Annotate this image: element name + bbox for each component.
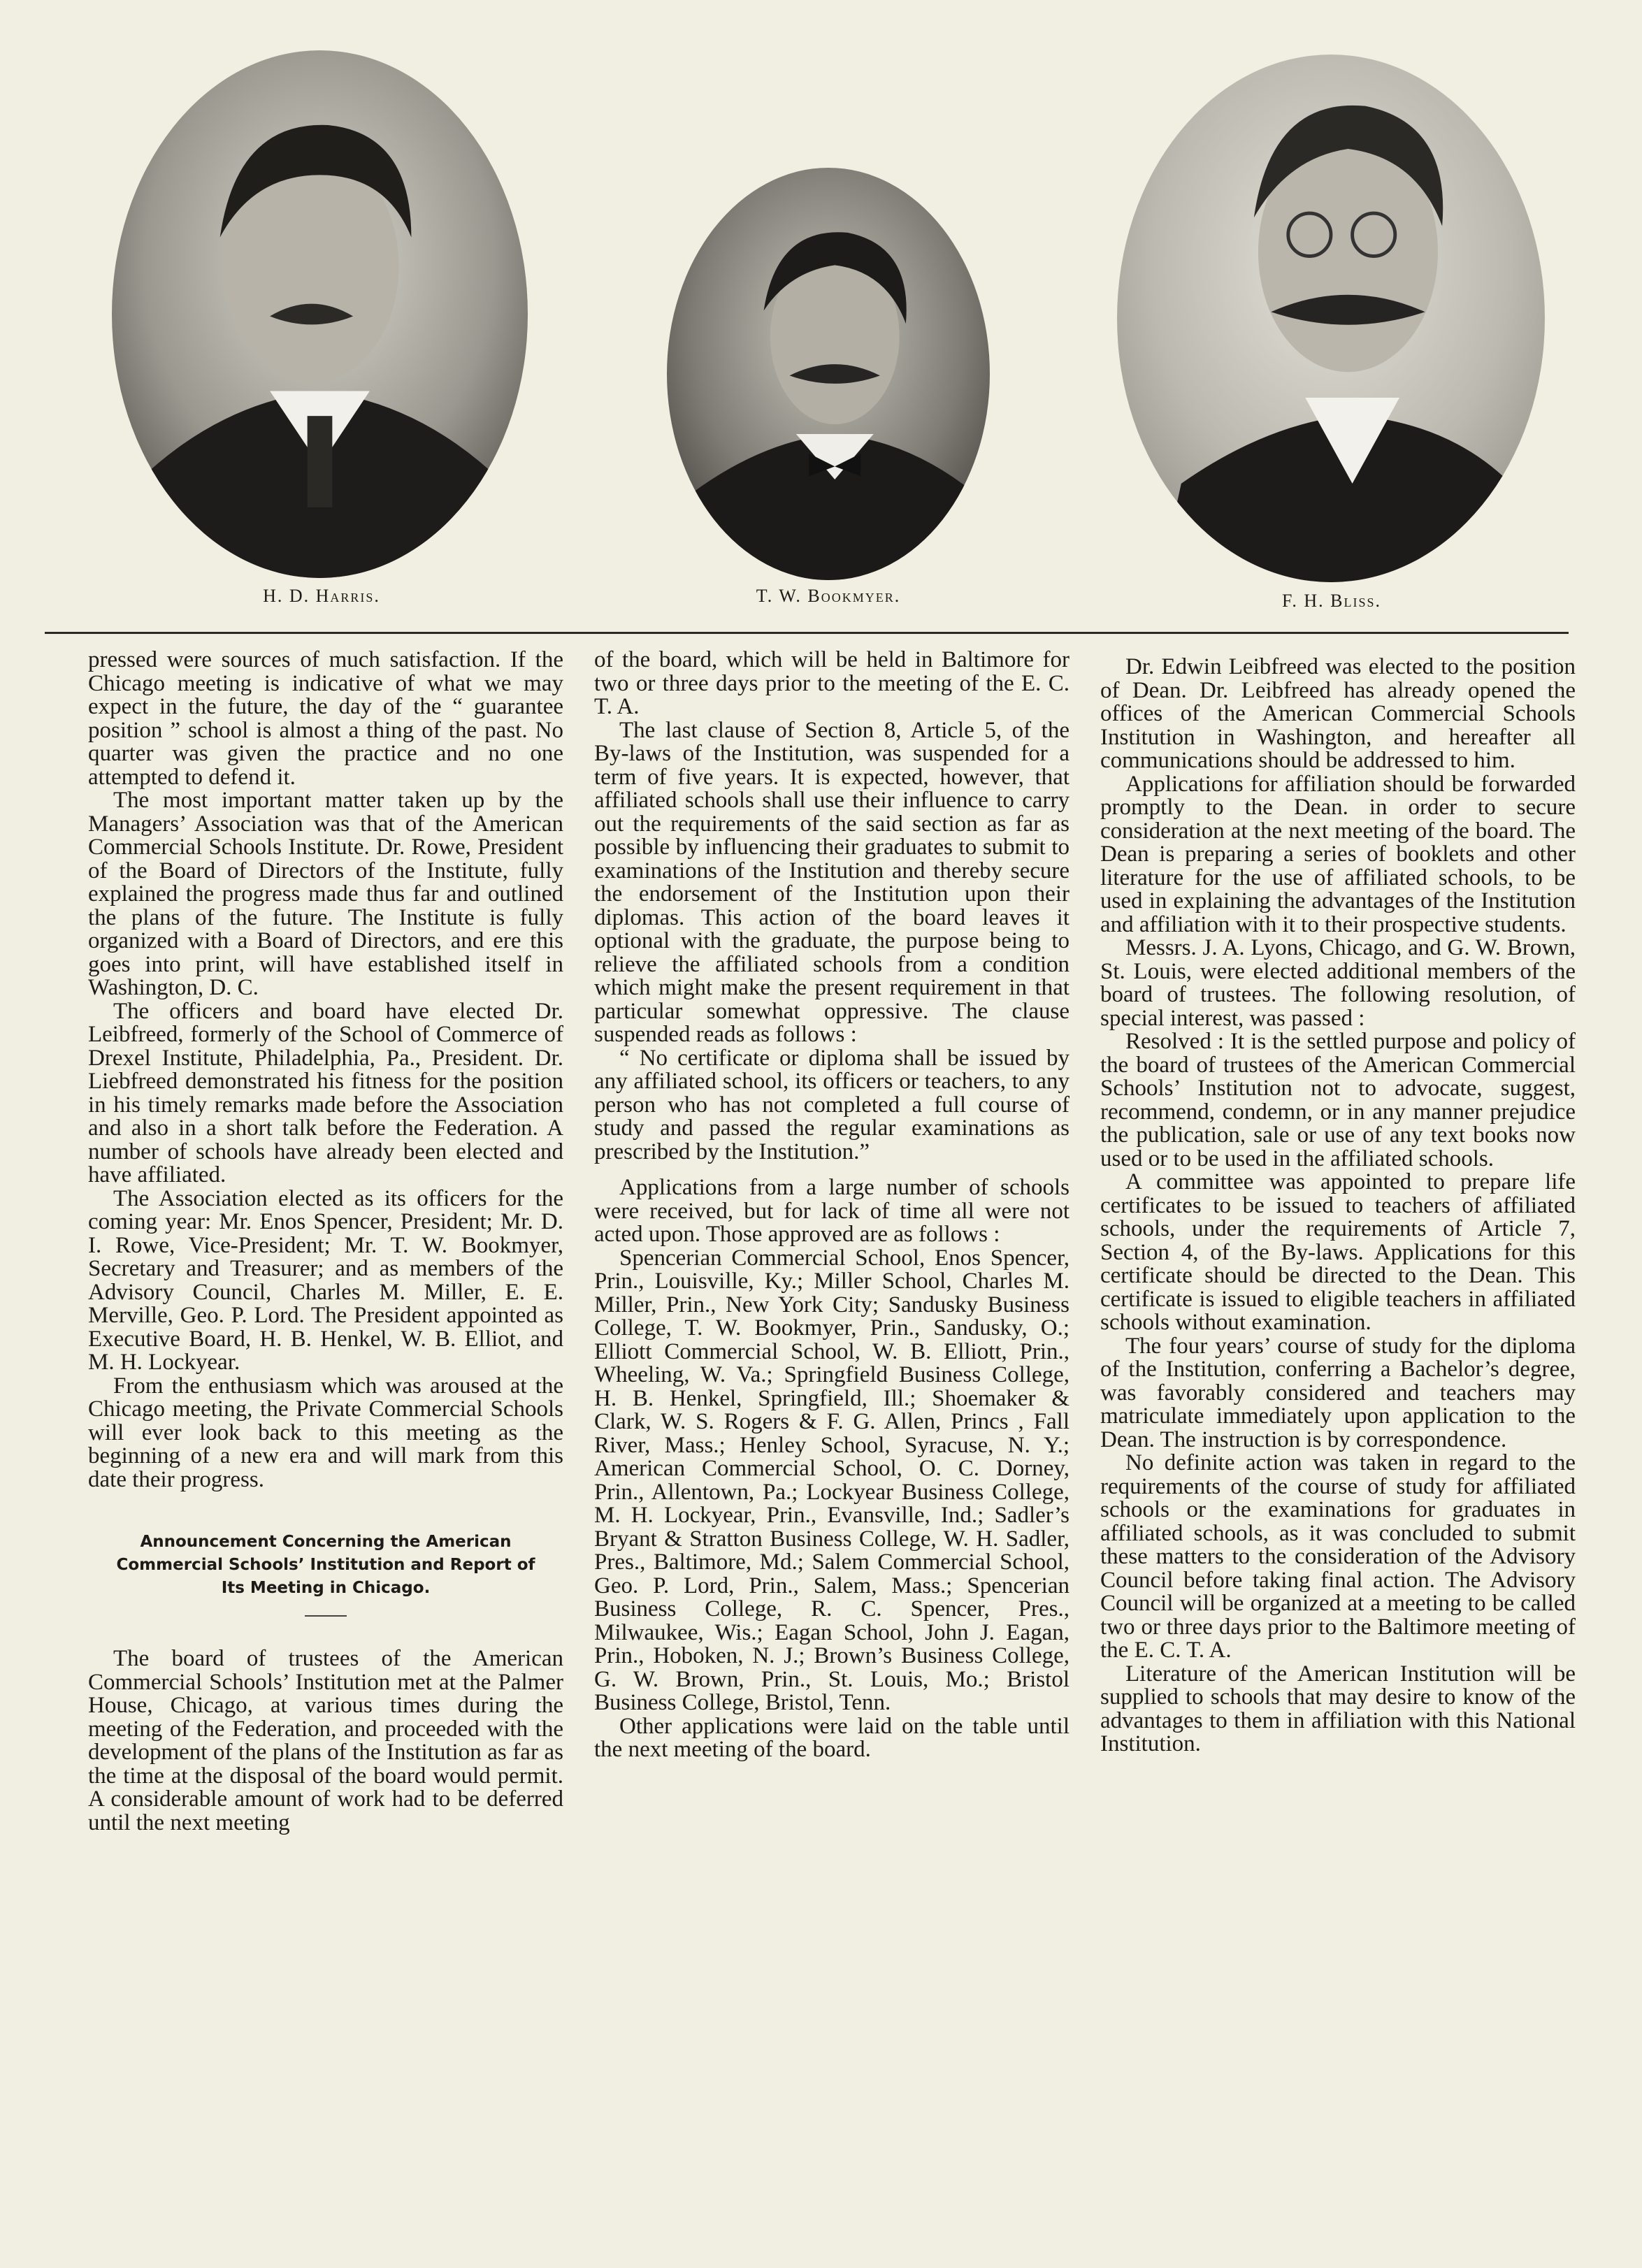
portrait-bliss bbox=[1117, 55, 1545, 582]
paragraph: pressed were sources of much satisfaction. If the Chicago meeting is indicative of what we may expect in the future, the day of the “ guarantee position ” school is almost a thing of the past. No quarter was given the practice and no one attempted to defend it. bbox=[88, 647, 563, 790]
paragraph: The Association elected as its officers for the coming year: Mr. Enos Spencer, President; Mr. D. I. Rowe, Vice-President; Mr. T. W. Bookmyer, Secretary and Treasurer; and as members of the Advisory Council, Charles M. Miller, E. E. Merville, Geo. P. Lord. The President appointed as Executive Board, H. B. Henkel, W. B. Elliot, and M. H. Lockyear. bbox=[88, 1185, 563, 1375]
paragraph: From the enthusiasm which was aroused at the Chicago meeting, the Private Commercial Schools will ever look back to this meeting as the beginning of a new era and will mark from this date their progress. bbox=[88, 1373, 563, 1492]
paragraph: The officers and board have elected Dr. Leibfreed, formerly of the School of Commerce of Drexel Institute, Philadelphia, Pa., President. Dr. Liebfreed demonstrated his fitness for the position in his timely remarks made before the Association and also in a short talk before the Federation. A number of schools have already been elected and have affiliated. bbox=[88, 998, 563, 1187]
article-heading: Announcement Concerning the American Commercial Schools’ Institution and Report of Its Meeting in Chicago. bbox=[116, 1533, 535, 1597]
caption-harris: H. D. Harris. bbox=[263, 586, 380, 606]
paragraph: of the board, which will be held in Baltimore for two or three days prior to the meeting of the E. C. T. A. bbox=[594, 647, 1070, 719]
paragraph: “ No certificate or diploma shall be issued by any affiliated school, its officers or teachers, to any person who has not completed a full course of study and passed the regular examinations as prescribed by the Institution.” bbox=[594, 1045, 1070, 1164]
paragraph: No definite action was taken in regard to the requirements of the course of study for affiliated schools or the examinations for graduates in affiliated schools, as it was concluded to submit these matters to the consideration of the Advisory Council before taking final action. The Advisory Council will be organized at a meeting to be called two or three days prior to the Baltimore meeting of the E. C. T. A. bbox=[1100, 1450, 1576, 1663]
paragraph: Applications from a large number of schools were received, but for lack of time all were not acted upon. Those approved are as follows : bbox=[594, 1175, 1070, 1247]
divider bbox=[305, 1615, 347, 1617]
paragraph: Applications for affiliation should be forwarded promptly to the Dean. in order to secure consideration at the next meeting of the board. The Dean is preparing a series of booklets and other literature for the use of affiliated schools, to be used in explaining the advantages of the Institution and affiliation with it to their prospective students. bbox=[1100, 771, 1576, 937]
paragraph: The board of trustees of the American Commercial Schools’ Institution met at the Palmer House, Chicago, at various times during the meeting of the Federation, and proceeded with the development of the plans of the Institution as far as the time at the disposal of the board would permit. A considerable amount of work had to be deferred until the next meeting bbox=[88, 1646, 563, 1835]
paragraph: Resolved : It is the settled purpose and policy of the board of trustees of the American Commercial Schools’ Institution not to advocate, suggest, recommend, condemn, or in any manner prejudice the publication, sale or use of any text books now used or to be used in the affiliated schools. bbox=[1100, 1029, 1576, 1171]
paragraph: The four years’ course of study for the diploma of the Institution, conferring a Bachelor’s degree, was favorably considered and teachers may matriculate immediately upon application to the Dean. The instruction is by correspondence. bbox=[1100, 1333, 1576, 1452]
portrait-bookmyer bbox=[667, 168, 990, 580]
paragraph: Literature of the American Institution will be supplied to schools that may desire to know of the advantages to them in affiliation with this National Institution. bbox=[1100, 1661, 1576, 1756]
column-2 bbox=[594, 649, 1070, 1762]
portrait-harris bbox=[112, 50, 528, 578]
paragraph: Dr. Edwin Leibfreed was elected to the position of Dean. Dr. Leibfreed has already opened the offices of the American Commercial Schools Institution in Washington, and hereafter all communications should be addressed to him. bbox=[1100, 654, 1576, 773]
caption-bliss: F. H. Bliss. bbox=[1281, 591, 1381, 611]
paragraph: A committee was appointed to prepare life certificates to be issued to teachers of affiliated schools, under the requirements of Article 7, Section 4, of the By-laws. Applications for this certificate should be directed to the Dean. This certificate is issued to eligible teachers in affiliated schools without examination. bbox=[1100, 1169, 1576, 1335]
paragraph: Other applications were laid on the table until the next meeting of the board. bbox=[594, 1713, 1070, 1762]
paragraph: Spencerian Commercial School, Enos Spencer, Prin., Louisville, Ky.; Miller School, Charles M. Miller, Prin., New York City; Sandusky Business College, T. W. Bookmyer, Prin., Sandusky, O.; Elliott Commercial School, W. B. Elliott, Prin., Wheeling, W. Va.; Springfield Business College, H. B. Henkel, Springfield, Ill.; Shoemaker & Clark, W. S. Rogers & F. G. Allen, Princs , Fall River, Mass.; Henley School, Syracuse, N. Y.; American Commercial School, O. C. Dorney, Prin., Allentown, Pa.; Lockyear Business College, M. H. Lockyear, Prin., Evansville, Ind.; Sadler’s Bryant & Stratton Business College, W. H. Sadler, Pres., Baltimore, Md.; Salem Commercial School, Geo. P. Lord, Prin., Salem, Mass.; Spencerian Business College, R. C. Spencer, Pres., Milwaukee, Wis.; Eagan School, John J. Eagan, Prin., Hoboken, N. J.; Brown’s Business College, G. W. Brown, Prin., St. Louis, Mo.; Bristol Business College, Bristol, Tenn. bbox=[594, 1245, 1070, 1715]
paragraph: The most important matter taken up by the Managers’ Association was that of the American Commercial Schools Institute. Dr. Rowe, President of the Board of Directors of the Institute, fully explained the progress made thus far and outlined the plans of the future. The Institute is fully organized with a Board of Directors, and ere this goes into print, will have established itself in Washington, D. C. bbox=[88, 788, 563, 1000]
caption-bookmyer: T. W. Bookmyer. bbox=[756, 586, 901, 606]
column-3 bbox=[1100, 656, 1576, 1756]
paragraph: The last clause of Section 8, Article 5, of the By-laws of the Institution, was suspended for a term of five years. It is expected, however, that affiliated schools shall use their influence to carry out the requirements of the said section as far as possible by influencing their graduates to submit to examinations of the Institution and thereby secure the endorsement of the Institution upon their diplomas. This action of the board leaves it optional with the graduate, the purpose being to relieve the affiliated schools from a condition which might make the present requirement in that particular somewhat oppressive. The clause suspended reads as follows : bbox=[594, 717, 1070, 1047]
header-rule bbox=[45, 632, 1569, 634]
paragraph: Messrs. J. A. Lyons, Chicago, and G. W. Brown, St. Louis, were elected additional members of the board of trustees. The following resolution, of special interest, was passed : bbox=[1100, 935, 1576, 1031]
column-1 bbox=[88, 649, 563, 1835]
